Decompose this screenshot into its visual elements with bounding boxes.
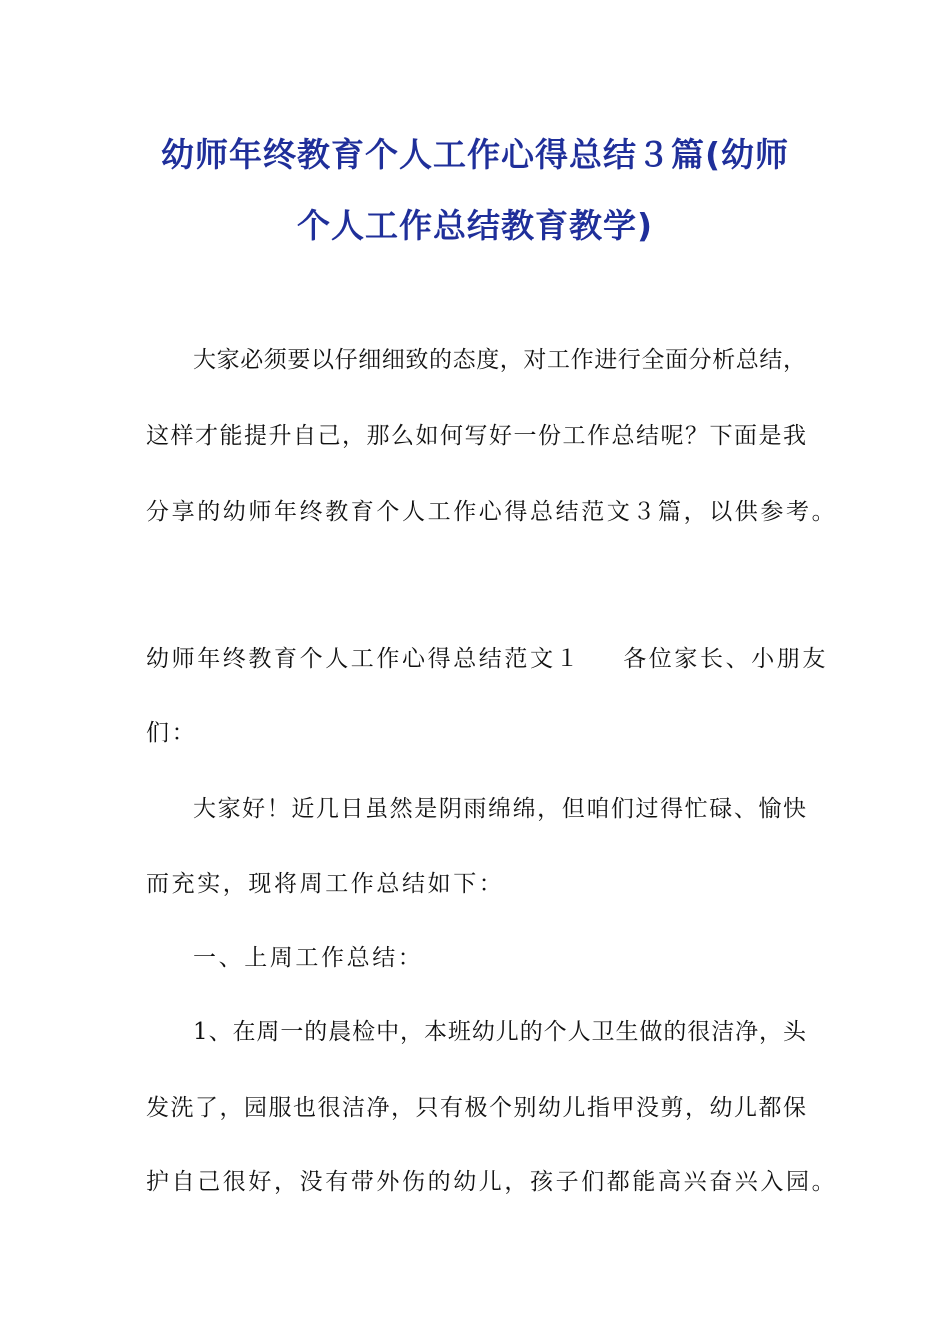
subheading: 一、上周工作总结： xyxy=(193,945,424,971)
intro-line-3: 分享的幼师年终教育个人工作心得总结范文３篇，以供参考。 xyxy=(146,499,838,525)
item-1-line-2: 发洗了，园服也很洁净，只有极个别幼儿指甲没剪，幼儿都保 xyxy=(146,1095,806,1121)
section-heading-line xyxy=(146,644,829,674)
section-heading: 幼师年终教育个人工作心得总结范文１ xyxy=(146,646,582,672)
paragraph-1-line-2: 而充实，现将周工作总结如下： xyxy=(146,871,505,897)
greeting-part-2: 们： xyxy=(146,720,198,746)
item-1-line-1: 1、在周一的晨检中，本班幼儿的个人卫生做的很洁净，头 xyxy=(193,1019,806,1045)
document-title-line-2: 个人工作总结教育教学) xyxy=(296,206,654,245)
greeting-part-1: 各位家长、小朋友 xyxy=(623,646,829,672)
item-1-line-3: 护自己很好，没有带外伤的幼儿，孩子们都能高兴奋兴入园。 xyxy=(146,1169,838,1195)
paragraph-1-line-1: 大家好！近几日虽然是阴雨绵绵，但咱们过得忙碌、愉快 xyxy=(193,796,806,822)
intro-line-1: 大家必须要以仔细细致的态度，对工作进行全面分析总结， xyxy=(193,347,806,373)
intro-line-2: 这样才能提升自己，那么如何写好一份工作总结呢？下面是我 xyxy=(146,423,806,449)
document-title-line-1: 幼师年终教育个人工作心得总结３篇(幼师 xyxy=(160,135,790,174)
